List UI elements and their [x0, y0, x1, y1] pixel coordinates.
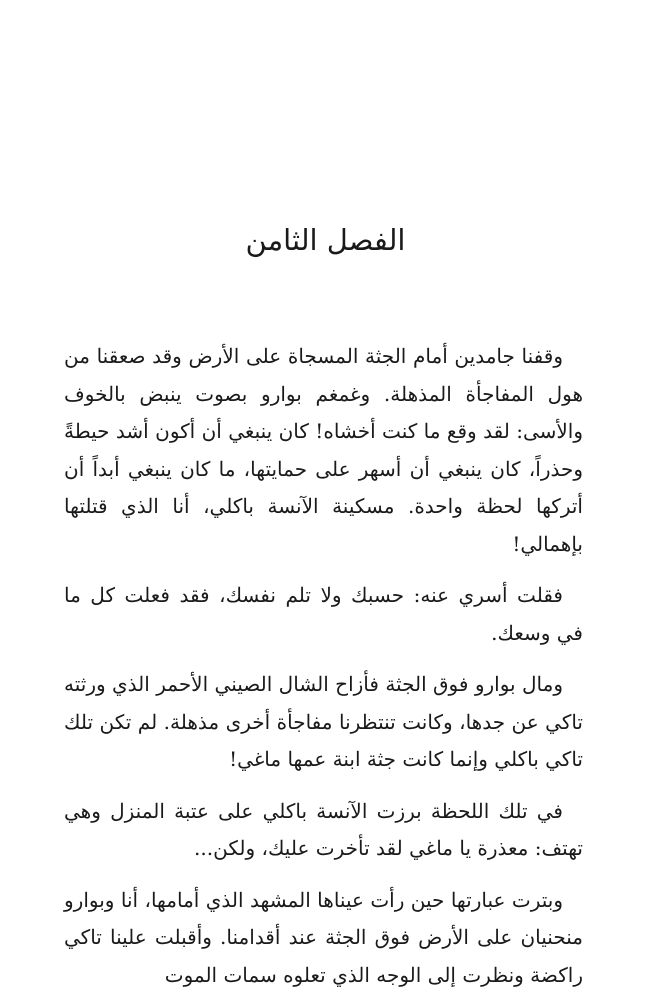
chapter-title: الفصل الثامن	[245, 223, 406, 257]
paragraph: ومال بوارو فوق الجثة فأزاح الشال الصيني الأحمر الذي ورثته تاكي عن جدها، وكانت تنتظرنا مفاجأة أخرى مذهلة. لم تكن تلك تاكي باكلي وإنما كانت جثة ابنة عمها ماغي!	[64, 672, 583, 771]
paragraph: وقفنا جامدين أمام الجثة المسجاة على الأرض وقد صعقنا من هول المفاجأة المذهلة. وغمغم بوارو بصوت ينبض بالخوف والأسى: لقد وقع ما كنت أخشاه! كان ينبغي أن أكون أشد حيطةً وحذراً، كان ينبغي أن أسهر على حمايتها، ما كان ينبغي أبداً أن أتركها لحظة واحدة. مسكينة الآنسة باكلي، أنا الذي قتلتها بإهمالي!	[64, 344, 583, 556]
paragraph: فقلت أسري عنه: حسبك ولا تلم نفسك، فقد فعلت كل ما في وسعك.	[64, 583, 583, 645]
paragraph: في تلك اللحظة برزت الآنسة باكلي على عتبة المنزل وهي تهتف: معذرة يا ماغي لقد تأخرت عليك، ولكن...	[64, 798, 583, 860]
paragraph: وبترت عبارتها حين رأت عيناها المشهد الذي أمامها، أنا وبوارو منحنيان على الأرض فوق الجثة عند أقدامنا. وأقبلت علينا تاكي راكضة ونظرت إلى الوجه الذي تعلوه سمات الموت	[64, 887, 583, 987]
chapter-body	[64, 338, 583, 1008]
